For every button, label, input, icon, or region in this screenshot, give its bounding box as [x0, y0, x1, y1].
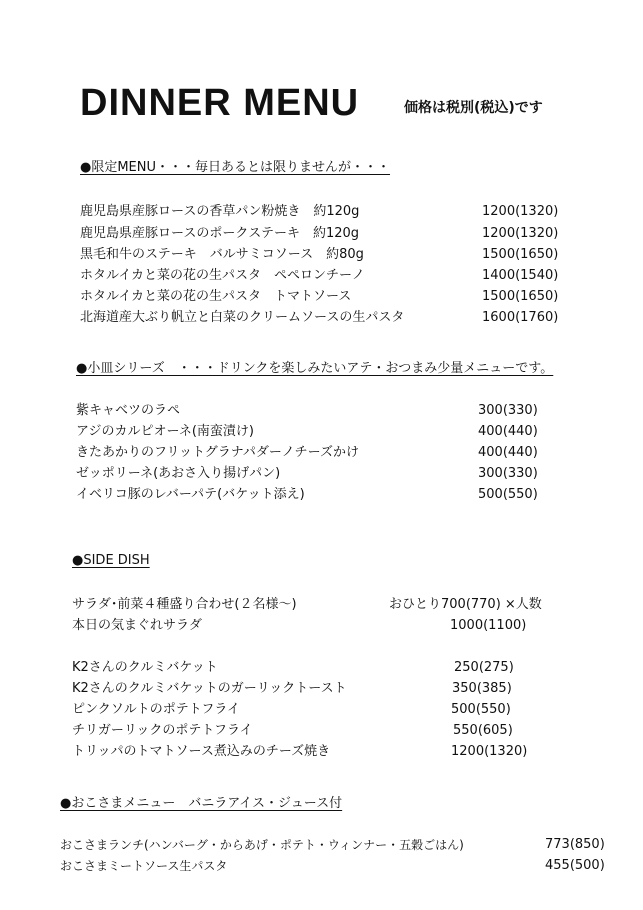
menu-item-name: 鹿児島県産豚ロースのポークステーキ 約120g — [80, 226, 360, 241]
menu-item-name: 北海道産大ぶり帆立と白菜のクリームソースの生パスタ — [80, 310, 405, 325]
menu-item-name: サラダ･前菜４種盛り合わせ(２名様〜) — [72, 597, 297, 612]
small-plates-heading: ●小皿シリーズ ・・・ドリンクを楽しみたいアテ・おつまみ少量メニューです。 — [76, 361, 554, 376]
menu-item-price: おひとり700(770) ×人数 — [389, 597, 542, 612]
menu-item-name: K2さんのクルミバケット — [72, 660, 218, 675]
menu-item-name: おこさまランチ(ハンバーグ・からあげ・ポテト・ウィンナー・五穀ごはん) — [60, 838, 464, 852]
menu-item-name: ピンクソルトのポテトフライ — [72, 702, 240, 717]
menu-item-name: ゼッポリーネ(あおさ入り揚げパン) — [76, 466, 281, 481]
menu-item-price: 250(275) — [454, 660, 514, 675]
menu-item-price: 400(440) — [478, 424, 538, 439]
menu-item-name: きたあかりのフリットグラナパダーノチーズかけ — [76, 445, 360, 460]
menu-item-name: おこさまミートソース生パスタ — [60, 859, 228, 873]
menu-item-price: 1500(1650) — [482, 247, 559, 262]
menu-item-price: 550(605) — [453, 723, 513, 738]
menu-item-price: 1000(1100) — [450, 618, 527, 633]
page-title: DINNER MENU — [80, 82, 360, 124]
menu-item-price: 300(330) — [478, 403, 538, 418]
menu-item-name: イベリコ豚のレバーパテ(バケット添え) — [76, 487, 305, 502]
kids-menu-heading: ●おこさまメニュー バニラアイス・ジュース付 — [60, 796, 343, 811]
menu-item-price: 773(850) — [545, 837, 605, 852]
tax-note: 価格は税別(税込)です — [404, 100, 543, 116]
menu-item-price: 300(330) — [478, 466, 538, 481]
menu-item-name: チリガーリックのポテトフライ — [72, 723, 253, 738]
menu-item-name: 紫キャベツのラペ — [76, 403, 181, 418]
menu-item-price: 1200(1320) — [451, 744, 528, 759]
menu-item-price: 455(500) — [545, 858, 605, 873]
menu-item-price: 1600(1760) — [482, 310, 559, 325]
menu-item-name: アジのカルピオーネ(南蛮漬け) — [76, 424, 254, 439]
menu-item-price: 500(550) — [478, 487, 538, 502]
menu-item-name: 黒毛和牛のステーキ バルサミコソース 約80g — [80, 247, 364, 262]
menu-item-name: ホタルイカと菜の花の生パスタ ペペロンチーノ — [80, 268, 365, 283]
menu-item-name: ホタルイカと菜の花の生パスタ トマトソース — [80, 289, 352, 304]
limited-menu-heading: ●限定MENU・・・毎日あるとは限りませんが・・・ — [80, 160, 391, 175]
side-dish-heading: ●SIDE DISH — [72, 553, 150, 568]
menu-item-price: 1500(1650) — [482, 289, 559, 304]
menu-item-price: 1200(1320) — [482, 226, 559, 241]
menu-item-price: 400(440) — [478, 445, 538, 460]
menu-item-price: 350(385) — [452, 681, 512, 696]
menu-item-name: トリッパのトマトソース煮込みのチーズ焼き — [72, 744, 331, 759]
menu-item-price: 1200(1320) — [482, 204, 559, 219]
menu-item-name: 鹿児島県産豚ロースの香草パン粉焼き 約120g — [80, 204, 360, 219]
menu-item-price: 500(550) — [451, 702, 511, 717]
menu-item-name: K2さんのクルミバケットのガーリックトースト — [72, 681, 347, 696]
menu-item-name: 本日の気まぐれサラダ — [72, 618, 202, 633]
menu-item-price: 1400(1540) — [482, 268, 559, 283]
